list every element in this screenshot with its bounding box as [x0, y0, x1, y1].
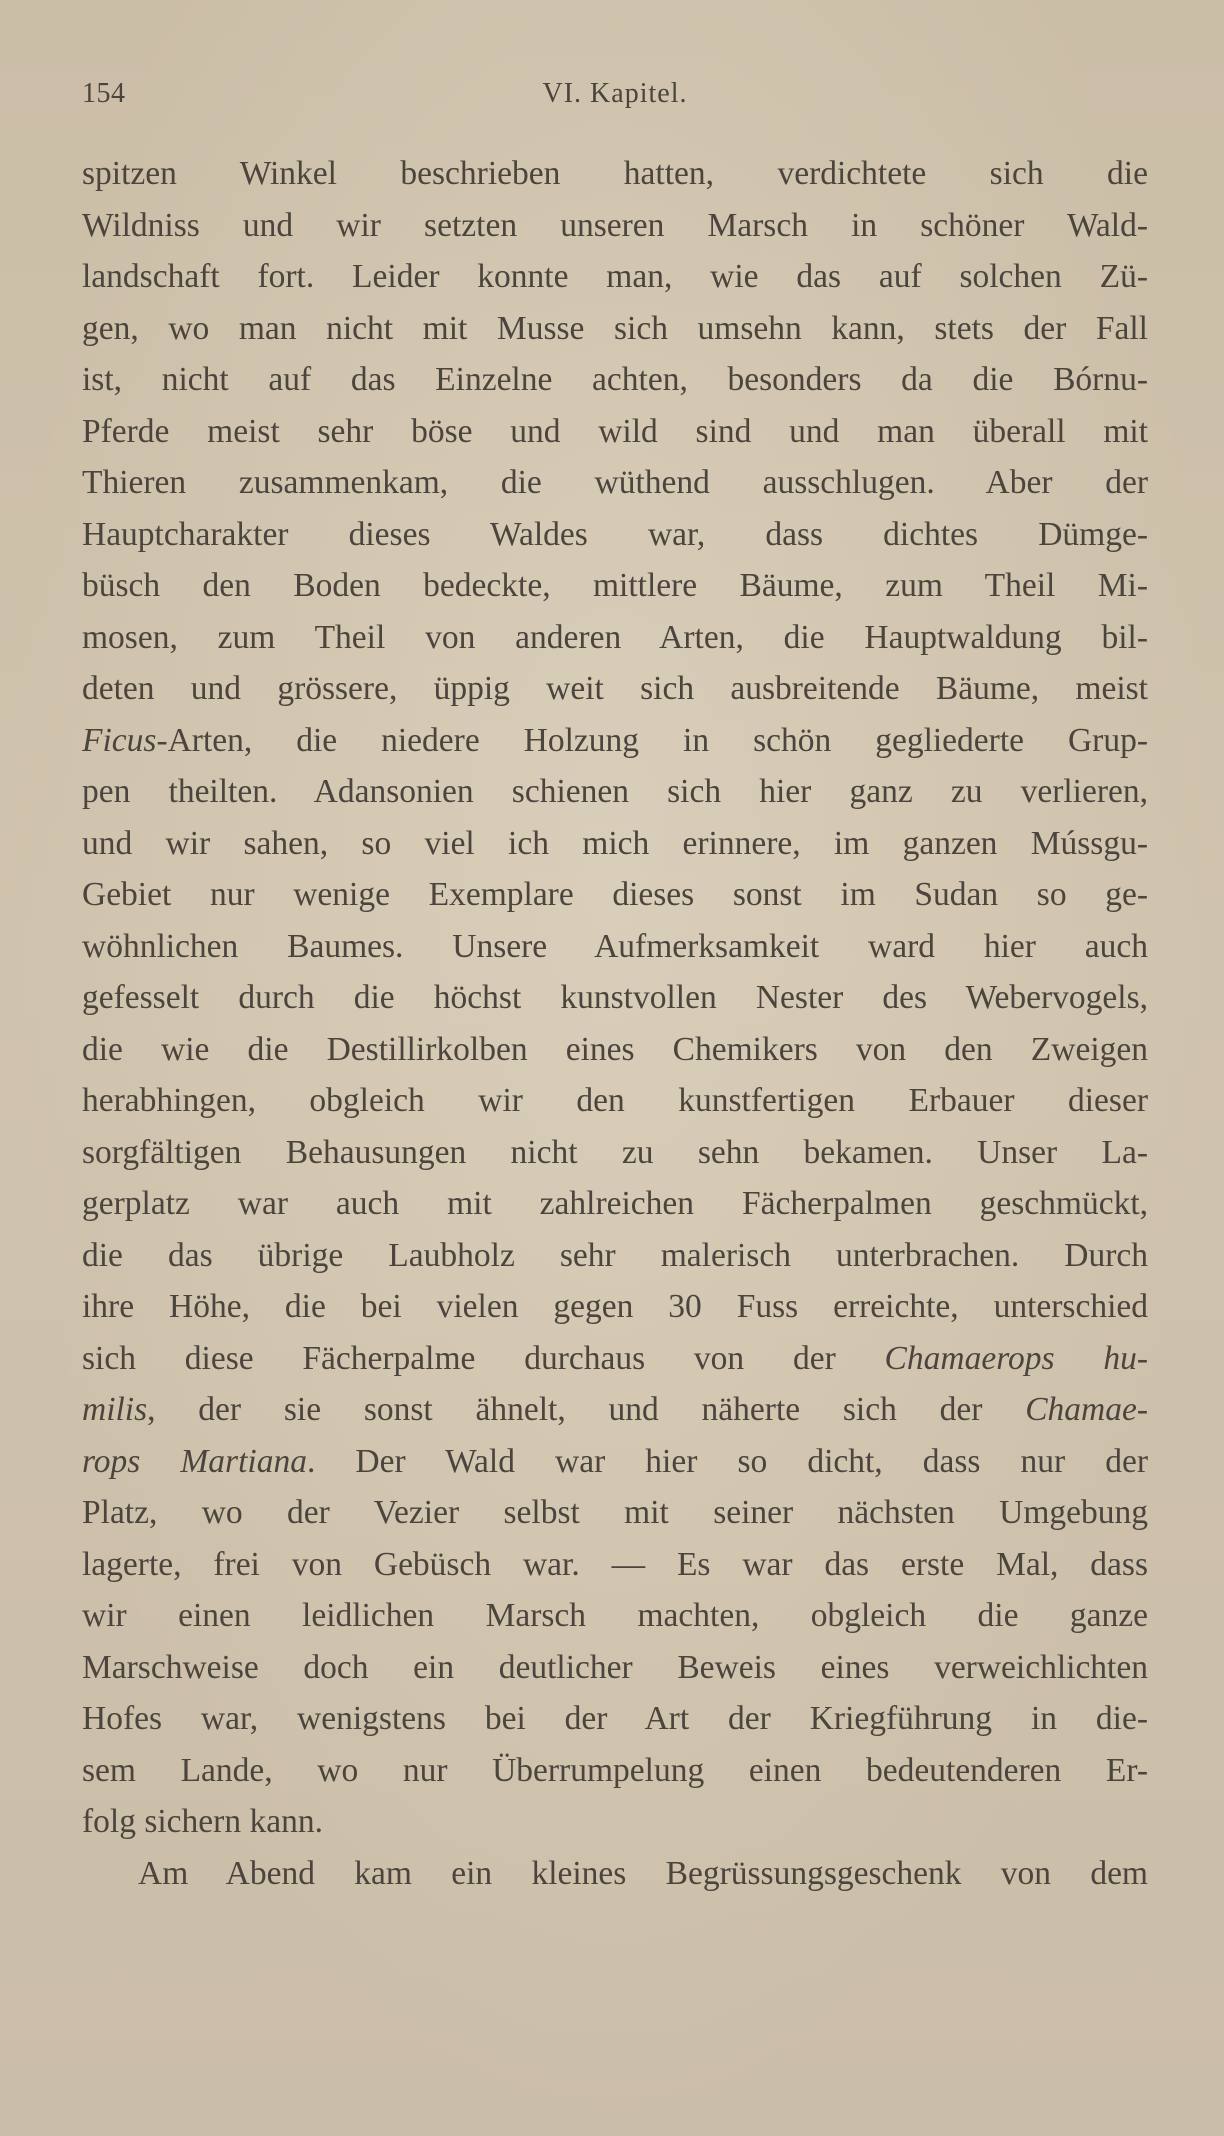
text-line: sorgfältigen Behausungen nicht zu sehn bekamen. Unser La-: [82, 1133, 1148, 1171]
text-line: landschaft fort. Leider konnte man, wie das auf solchen Zü-: [82, 258, 1148, 295]
text-line: Hofes war, wenigstens bei der Art der Kriegführung in die-: [82, 1700, 1148, 1737]
text-line: gen, wo man nicht mit Musse sich umsehn kann, stets der Fall: [82, 309, 1148, 347]
text-line: lagerte, frei von Gebüsch war. — Es war das erste Mal, dass: [82, 1545, 1148, 1583]
text-line: pen theilten. Adansonien schienen sich hier ganz zu verlieren,: [82, 773, 1148, 810]
text-line: büsch den Boden bedeckte, mittlere Bäume, zum Theil Mi-: [82, 567, 1148, 604]
text-line: wir einen leidlichen Marsch machten, obgleich die ganze: [82, 1597, 1148, 1634]
text-line: Am Abend kam ein kleines Begrüssungsgeschenk von dem: [138, 1854, 1148, 1892]
italic-term: Chamaerops hu-: [884, 1339, 1148, 1377]
italic-term: milis: [82, 1391, 148, 1428]
text-line: rops Martiana. Der Wald war hier so dicht, dass nur der: [82, 1442, 1149, 1480]
running-head: VI. Kapitel.: [542, 78, 688, 109]
text-line: Hauptcharakter dieses Waldes war, dass dichtes Dümge-: [82, 515, 1148, 553]
body-text: [82, 148, 1148, 1899]
text-line: ihre Höhe, die bei vielen gegen 30 Fuss erreichte, unterschied: [82, 1288, 1148, 1325]
text-line: mosen, zum Theil von anderen Arten, die Hauptwaldung bil-: [82, 618, 1148, 656]
text-line: Thieren zusammenkam, die wüthend ausschlugen. Aber der: [82, 464, 1148, 501]
text-line: sem Lande, wo nur Überrumpelung einen bedeutenderen Er-: [82, 1751, 1148, 1789]
text-line: Pferde meist sehr böse und wild sind und man überall mit: [82, 412, 1148, 450]
text-line: folg sichern kann.: [82, 1803, 323, 1840]
text-line: gefesselt durch die höchst kunstvollen Nester des Webervogels,: [82, 979, 1148, 1016]
text-line: spitzen Winkel beschrieben hatten, verdichtete sich die: [82, 155, 1148, 192]
text-line: die wie die Destillirkolben eines Chemikers von den Zweigen: [82, 1030, 1148, 1068]
text-line: Wildniss und wir setzten unseren Marsch in schöner Wald-: [82, 206, 1148, 244]
italic-term: rops Martiana: [82, 1442, 307, 1480]
text-line: die das übrige Laubholz sehr malerisch unterbrachen. Durch: [82, 1236, 1148, 1274]
text-line: sich diese Fächerpalme durchaus von der Chamaerops hu-: [82, 1339, 1148, 1377]
text-line: Platz, wo der Vezier selbst mit seiner nächsten Umgebung: [82, 1494, 1148, 1531]
italic-term: Chamae-: [1025, 1391, 1148, 1428]
text-line: milis, der sie sonst ähnelt, und näherte sich der Chamae-: [82, 1391, 1148, 1428]
text-line: ist, nicht auf das Einzelne achten, besonders da die Bórnu-: [82, 361, 1148, 398]
text-line: Ficus-Arten, die niedere Holzung in schön gegliederte Grup-: [82, 721, 1148, 759]
text-line: wöhnlichen Baumes. Unsere Aufmerksamkeit ward hier auch: [82, 927, 1148, 965]
page-number: 154: [82, 78, 126, 109]
page-header: [82, 78, 1148, 122]
text-line: gerplatz war auch mit zahlreichen Fächerpalmen geschmückt,: [82, 1185, 1148, 1222]
text-line: herabhingen, obgleich wir den kunstfertigen Erbauer dieser: [82, 1082, 1148, 1119]
text-line: deten und grössere, üppig weit sich ausbreitende Bäume, meist: [82, 670, 1148, 707]
italic-term: Ficus: [82, 721, 157, 759]
text-line: Marschweise doch ein deutlicher Beweis eines verweichlichten: [82, 1648, 1148, 1686]
text-line: Gebiet nur wenige Exemplare dieses sonst im Sudan so ge-: [82, 876, 1148, 913]
text-line: und wir sahen, so viel ich mich erinnere, im ganzen Mússgu-: [82, 824, 1148, 862]
